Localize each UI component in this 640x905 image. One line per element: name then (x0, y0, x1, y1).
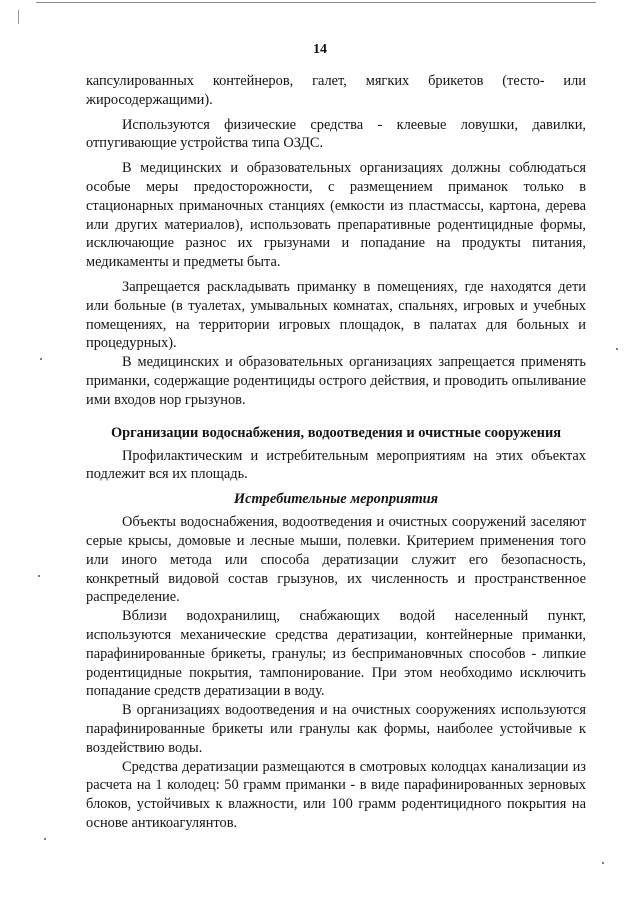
scan-speck (616, 348, 618, 350)
paragraph-physical-means: Используются физические средства - клеевые ловушки, давилки, отпугивающие устройства типа ОЗДС. (86, 116, 586, 152)
paragraph-reservoirs: Вблизи водохранилищ, снабжающих водой населенный пункт, используются механические средства дератизации, контейнерные приманки, парафинированные брикеты, гранулы; из беспримановчных способов - липкие родентицидные покрытия, тампонирование. При этом необходимо исключить попадание средств дератизации в воду. (86, 608, 586, 700)
paragraph-rodent-species: Объекты водоснабжения, водоотведения и очистных сооружений заселяют серые крысы, домовые и лесные мыши, полевки. Критерием применения того или иного метода или способа дератизации служит его безопасность, конкретный видовой состав грызунов, их численность и пространственное распределение. (86, 514, 586, 606)
scan-speck (38, 575, 40, 577)
scan-artifact (18, 10, 19, 24)
paragraph-capsule-containers: капсулированных контейнеров, галет, мягких брикетов (тесто- или жиросодержащими). (86, 73, 586, 108)
paragraph-acute-rodenticides: В медицинских и образовательных организациях запрещается применять приманки, содержащие родентициды острого действия, и проводить опыливание ими входов нор грызунов. (86, 354, 586, 408)
paragraph-precautions: В медицинских и образовательных организациях должны соблюдаться особые меры предосторожности, с размещением приманок только в стационарных приманочных станциях (емкости из пластмассы, картона, дерева или других материалов), использовать препаративные родентицидные формы, исключающие разнос их грызунами и попадание на продукты питания, медикаменты и предметы быта. (86, 160, 586, 271)
page-number: 14 (313, 42, 327, 57)
document-body (86, 72, 586, 839)
paragraph-whole-area: Профилактическим и истребительным мероприятиям на этих объектах подлежит вся их площадь. (86, 447, 586, 483)
paragraph-prohibited-rooms: Запрещается раскладывать приманку в помещениях, где находятся дети или больные (в туалетах, умывальных комнатах, спальнях, игровых и учебных помещениях, на территории игровых площадок, в палатах для больных и процедурных). (86, 278, 586, 352)
scan-speck (40, 358, 42, 360)
paragraph-wastewater: В организациях водоотведения и на очистных сооружениях используются парафинированные брикеты или гранулы как формы, наиболее устойчивые к воздействию воды. (86, 702, 586, 756)
scan-speck (602, 862, 604, 864)
paragraph-sewer-wells: Средства дератизации размещаются в смотровых колодцах канализации из расчета на 1 колодец: 50 грамм приманки - в виде парафинированных зерновых блоков, устойчивых к влажности, или 100 грамм родентицидного покрытия на основе антикоагулянтов. (86, 758, 586, 831)
section-heading-water-organizations: Организации водоснабжения, водоотведения и очистные сооружения (110, 424, 562, 441)
scan-speck (44, 838, 46, 840)
subheading-extermination-measures: Истребительные мероприятия (233, 491, 439, 508)
scan-top-edge (36, 2, 596, 3)
